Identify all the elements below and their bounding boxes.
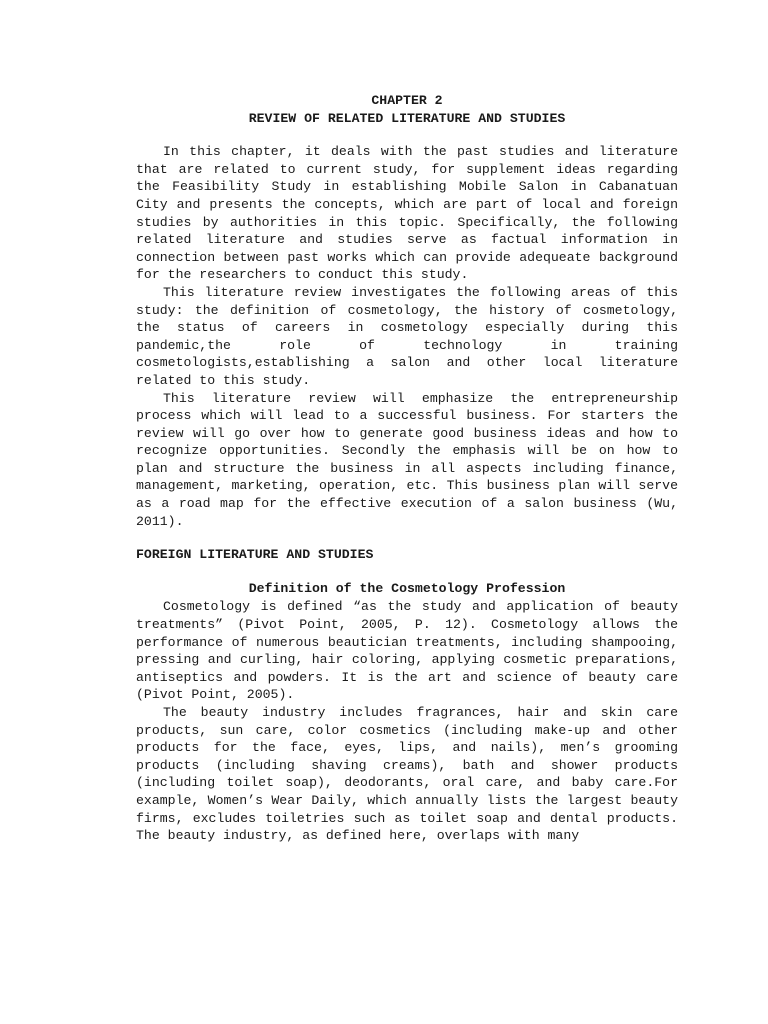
- body-paragraph-1: Cosmetology is defined “as the study and application of beauty treatments” (Pivot Point, 2005, P. 12). Cosmetology allows the performance of numerous beautician treatments, including shampooing, pressing and curling, hair coloring, applying cosmetic preparations, antiseptics and powders. It is the art and science of beauty care (Pivot Point, 2005).: [136, 599, 678, 703]
- body-paragraph-2: The beauty industry includes fragrances, hair and skin care products, sun care, color cosmetics (including make-up and other products for the face, eyes, lips, and nails), men’s grooming products (including shaving creams), bath and shower products (including toilet soap), deodorants, oral care, and baby care.For example, Women’s Wear Daily, which annually lists the largest beauty firms, excludes toiletries such as toilet soap and dental products. The beauty industry, as defined here, overlaps with many: [136, 705, 678, 844]
- document-page: [136, 88, 678, 845]
- intro-paragraph-1: In this chapter, it deals with the past studies and literature that are related to current study, for supplement ideas regarding the Feasibility Study in establishing Mobile Salon in Cabanatuan City and presents the concepts, which are part of local and foreign studies by authorities in this topic. Specifically, the following related literature and studies serve as factual information in connection between past works which can provide adequeate background for the researchers to conduct this study.: [136, 144, 678, 283]
- chapter-title: REVIEW OF RELATED LITERATURE AND STUDIES: [248, 110, 566, 126]
- intro-paragraph-2: This literature review investigates the following areas of this study: the definition of cosmetology, the history of cosmetology, the status of careers in cosmetology especially during this pandemic,the role of technology in training cosmetologists,establishing a salon and other local literature related to this study.: [136, 284, 678, 388]
- intro-paragraph-3: This literature review will emphasize the entrepreneurship process which will lead to a successful business. For starters the review will go over how to generate good business ideas and how to recognize opportunities. Secondly the emphasis will be on how to plan and structure the business in all aspects including finance, management, marketing, operation, etc. This business plan will serve as a road map for the effective execution of a salon business (Wu, 2011).: [136, 390, 678, 529]
- sub-heading: Definition of the Cosmetology Profession: [248, 580, 566, 596]
- chapter-label: CHAPTER 2: [371, 93, 443, 108]
- section-heading: FOREIGN LITERATURE AND STUDIES: [136, 547, 374, 563]
